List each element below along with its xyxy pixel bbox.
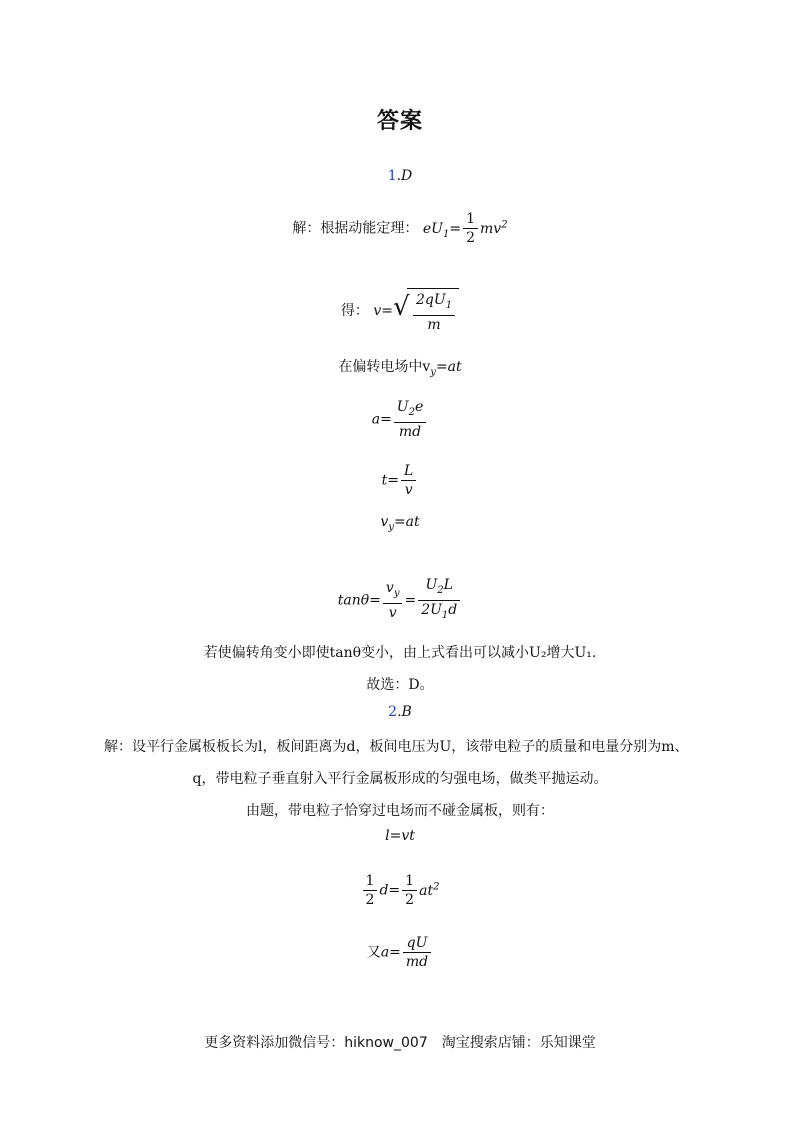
q1-choice: 故选：D。: [366, 677, 434, 693]
frac-one-half: $\frac{1}{2}$: [463, 210, 478, 247]
q2-you-text: 又: [366, 944, 381, 961]
q1-kinetic-energy-eq: [0, 210, 800, 247]
q1-vy-eq: $v_y=at$: [380, 514, 420, 533]
q1-deflection-field: 在偏转电场中$v_y=at$: [338, 359, 462, 378]
q2-line3: 由题，带电粒子恰穿过电场而不碰金属板，则有：: [246, 803, 554, 819]
q1-line3-text: 在偏转电场中v: [338, 359, 431, 375]
eq-v: v=: [373, 302, 394, 319]
sqrt-symbol: √ $\frac{2qU_1}{m}$: [393, 288, 459, 334]
q1-tan-eq: tanθ= $\frac{v_y}{v}$ = $\frac{U_2L}{2U_1d}$: [0, 576, 800, 625]
q2-line2: q，带电粒子垂直射入平行金属板形成的匀强电场，做类平抛运动。: [192, 771, 608, 787]
q1-conclusion: 若使偏转角变小即使tanθ变小，由上式看出可以减小U₂增大U₁.: [203, 645, 597, 661]
q2-header: [0, 704, 800, 720]
page-title: 答案: [376, 108, 423, 134]
q2-number: 2: [388, 704, 398, 720]
eq-mv2: $mv^2$: [480, 218, 508, 237]
q1-time-eq: t= $\frac{L}{v}$: [0, 462, 800, 499]
eq-eU1: $eU_1=$: [422, 220, 462, 240]
q2-l-eq: l=vt: [385, 828, 415, 844]
q1-number: 1: [387, 168, 397, 184]
q2-line1: 解：设平行金属板板长为l，板间距离为d，板间电压为U，该带电粒子的质量和电量分别为m、: [104, 739, 689, 755]
q1-velocity-eq: [0, 288, 800, 334]
q2-accel-eq: 又a= $\frac{qU}{md}$: [0, 934, 800, 971]
q1-line3-suffix: =at: [435, 359, 462, 375]
q2-answer: .B: [397, 704, 412, 720]
q1-header: [0, 168, 800, 184]
q1-accel-eq: a= $\frac{U_2e}{md}$: [0, 398, 800, 441]
q1-line1-text: 解：根据动能定理：: [292, 220, 419, 237]
q1-answer: .D: [396, 168, 413, 184]
footer-text: 更多资料添加微信号：hiknow_007 淘宝搜索店铺：乐知课堂: [204, 1035, 596, 1051]
q1-line2-text: 得：: [340, 302, 369, 319]
q2-half-eq: $\frac{1}{2}$ d= $\frac{1}{2}$ $at^2$: [0, 872, 800, 909]
